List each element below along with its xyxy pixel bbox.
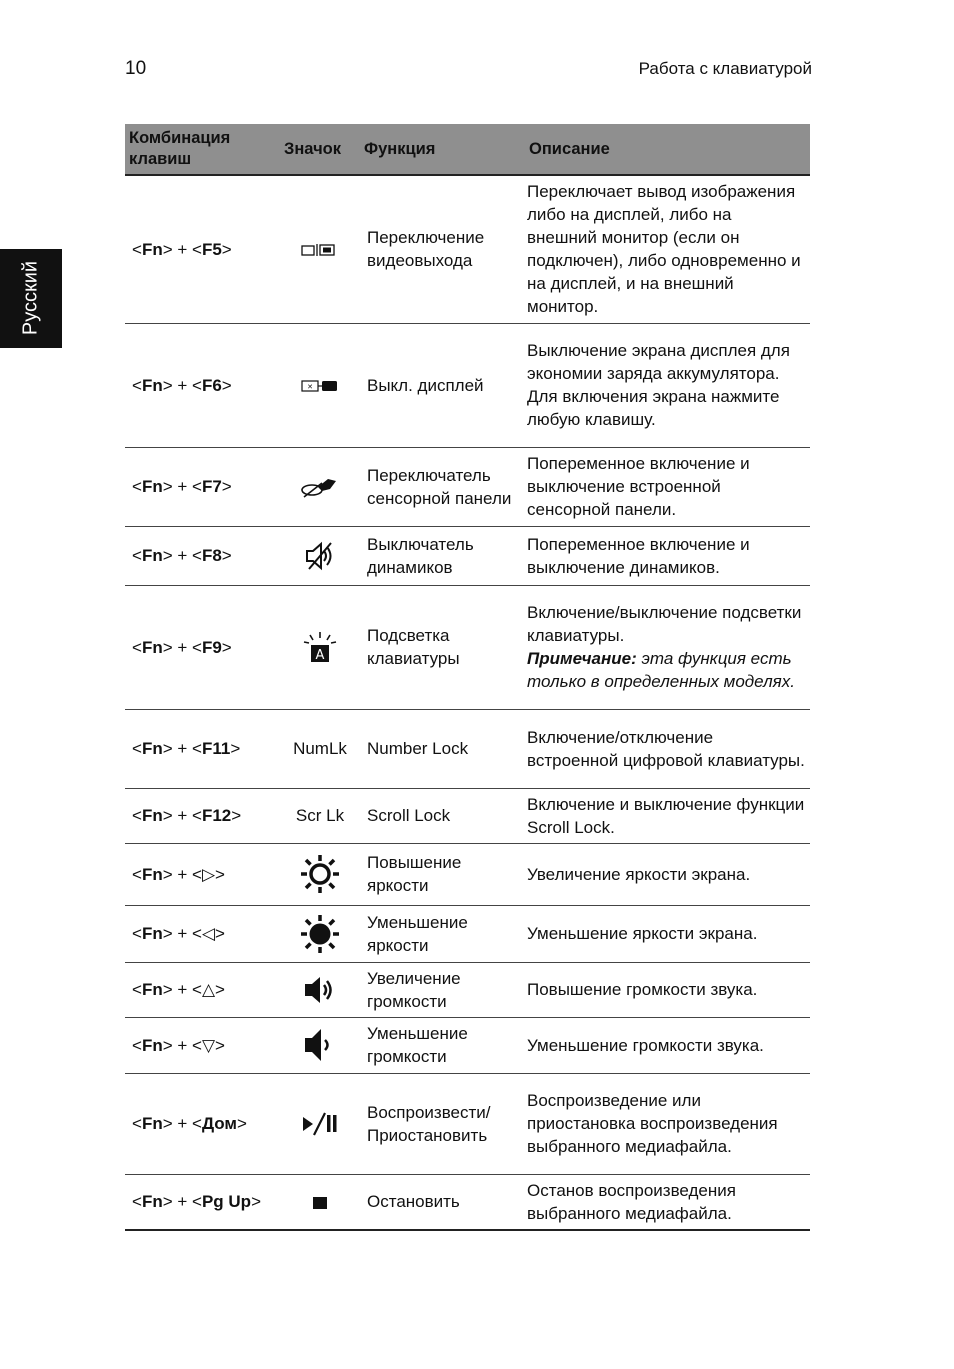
speaker-mute-icon <box>304 541 336 571</box>
key-combo-cell: <Fn> + <F6> <box>125 323 280 447</box>
table-row <box>125 447 810 526</box>
note-text: эта функция есть только в определенных моделях. <box>527 649 795 691</box>
combo-key: ▽ <box>201 1035 216 1055</box>
combo-key: △ <box>201 980 216 999</box>
description-text: Выключение экрана дисплея для экономии заряда аккумулятора. Для включения экрана нажмите любую клавишу. <box>527 341 790 429</box>
key-combo-cell: <Fn> + <F9> <box>125 585 280 709</box>
fn-key: Fn <box>141 739 163 758</box>
description-cell <box>525 526 810 585</box>
combo-key: F8 <box>201 546 222 565</box>
key-combo-cell: <Fn> + <▷> <box>125 843 280 905</box>
svg-text:A: A <box>315 648 325 663</box>
svg-text:✕: ✕ <box>307 383 313 392</box>
table-row <box>125 175 810 323</box>
combo-key: F12 <box>201 806 232 825</box>
fn-key: Fn <box>141 375 163 395</box>
icon-cell <box>280 447 360 526</box>
table-row <box>125 1174 810 1230</box>
display-off-icon <box>301 379 339 393</box>
touchpad-toggle-icon <box>300 475 340 499</box>
description-cell <box>525 175 810 323</box>
description-cell <box>525 962 810 1017</box>
description-cell <box>525 323 810 447</box>
function-cell <box>360 585 525 709</box>
description-cell <box>525 447 810 526</box>
brightness-down-icon <box>300 914 340 954</box>
volume-down-icon <box>303 1027 337 1063</box>
language-tab <box>0 249 62 348</box>
display-toggle-icon <box>301 243 339 257</box>
key-combo-cell: <Fn> + <F7> <box>125 447 280 526</box>
stop-icon <box>312 1196 328 1210</box>
table-row <box>125 1073 810 1174</box>
brightness-up-icon <box>300 854 340 894</box>
function-cell <box>360 905 525 962</box>
description-text: Попеременное включение и выключение динамиков. <box>527 534 750 577</box>
function-text: Остановить <box>367 1192 460 1212</box>
combo-key: ◁ <box>201 924 216 943</box>
function-text: Подсветка клавиатуры <box>367 626 460 668</box>
description-cell <box>525 1073 810 1174</box>
key-combo-cell: <Fn> + <F5> <box>125 175 280 323</box>
description-text: Попеременное включение и выключение встроенной сенсорной панели. <box>527 454 750 519</box>
icon-cell <box>280 709 360 788</box>
icon-cell <box>280 526 360 585</box>
description-text: Повышение громкости звука. <box>527 980 758 999</box>
fn-key: Fn <box>141 637 163 657</box>
icon-cell <box>280 1073 360 1174</box>
function-text: Повышение яркости <box>367 853 462 895</box>
description-cell <box>525 905 810 962</box>
icon-cell <box>280 175 360 323</box>
function-cell <box>360 1174 525 1230</box>
function-cell <box>360 962 525 1017</box>
fn-key: Fn <box>141 546 163 565</box>
combo-key: F7 <box>201 477 222 496</box>
description-text: Переключает вывод изображения либо на дисплей, либо на внешний монитор (если он подключен), либо одновременно и на дисплей, и на внешний монитор. <box>527 182 801 317</box>
table-header-row <box>125 124 810 175</box>
icon-cell <box>280 788 360 843</box>
key-combo-cell: <Fn> + <F8> <box>125 526 280 585</box>
key-combo-cell: <Fn> + <△> <box>125 962 280 1017</box>
function-text: Переключение видеовыхода <box>367 228 485 271</box>
function-text: Уменьшение громкости <box>367 1024 468 1066</box>
combo-key: F5 <box>201 239 222 259</box>
icon-cell <box>280 585 360 709</box>
fn-key: Fn <box>141 864 163 884</box>
key-combo-cell: <Fn> + <Pg Up> <box>125 1174 280 1230</box>
icon-cell <box>280 323 360 447</box>
combo-key: F6 <box>201 375 222 395</box>
header-icon: Значок <box>280 124 360 175</box>
function-text: Выкл. дисплей <box>367 375 484 395</box>
key-combo-cell: <Fn> + <▽> <box>125 1017 280 1073</box>
function-text: Увеличение громкости <box>367 968 461 1011</box>
key-combo-cell: <Fn> + <Дом> <box>125 1073 280 1174</box>
function-cell <box>360 175 525 323</box>
icon-cell <box>280 1174 360 1230</box>
description-text: Уменьшение громкости звука. <box>527 1035 764 1055</box>
icon-cell <box>280 962 360 1017</box>
description-cell <box>525 1017 810 1073</box>
function-text: Уменьшение яркости <box>367 912 468 955</box>
fn-key: Fn <box>141 1114 163 1133</box>
fn-key: Fn <box>141 924 163 943</box>
fn-key: Fn <box>141 1192 163 1212</box>
table-row <box>125 962 810 1017</box>
function-cell <box>360 788 525 843</box>
description-text: Включение и выключение функции Scroll Lock. <box>527 794 805 837</box>
note-label: Примечание: <box>527 649 637 668</box>
play-pause-icon <box>300 1111 340 1137</box>
header-function: Функция <box>360 124 525 175</box>
description-cell <box>525 1174 810 1230</box>
keyboard-backlight-icon <box>301 631 339 663</box>
table-row <box>125 526 810 585</box>
icon-cell <box>280 843 360 905</box>
description-text: Останов воспроизведения выбранного медиафайла. <box>527 1180 736 1223</box>
fn-key: Fn <box>141 239 163 259</box>
function-text: Выключатель динамиков <box>367 534 474 577</box>
table-row <box>125 585 810 709</box>
icon-cell <box>280 1017 360 1073</box>
description-text: Включение/выключение подсветки клавиатуры. <box>527 603 802 645</box>
table-row <box>125 323 810 447</box>
volume-up-icon <box>303 975 337 1005</box>
description-text: Воспроизведение или приостановка воспроизведения выбранного медиафайла. <box>527 1091 778 1156</box>
running-header: Работа с клавиатурой <box>638 59 812 78</box>
table-row <box>125 905 810 962</box>
key-combo-cell: <Fn> + <◁> <box>125 905 280 962</box>
table-row <box>125 1017 810 1073</box>
description-text: Увеличение яркости экрана. <box>527 864 751 884</box>
fn-key: Fn <box>141 1035 163 1055</box>
key-label-text: Scr Lk <box>295 806 345 825</box>
combo-key: ▷ <box>201 864 216 884</box>
language-tab-label: Русский <box>19 260 42 336</box>
function-text: Переключатель сенсорной панели <box>367 465 512 508</box>
function-text: Воспроизвести/ Приостановить <box>367 1102 491 1145</box>
key-combo-cell: <Fn> + <F11> <box>125 709 280 788</box>
icon-cell <box>280 905 360 962</box>
key-combo-cell: <Fn> + <F12> <box>125 788 280 843</box>
description-cell <box>525 585 810 709</box>
combo-key: F9 <box>201 637 222 657</box>
header-key-combo: Комбинация клавиш <box>125 124 280 175</box>
fn-key: Fn <box>141 806 163 825</box>
function-text: Number Lock <box>367 739 469 758</box>
shortcut-table <box>125 124 810 1231</box>
function-cell <box>360 447 525 526</box>
function-cell <box>360 526 525 585</box>
function-text: Scroll Lock <box>367 806 451 825</box>
table-row <box>125 843 810 905</box>
function-cell <box>360 1073 525 1174</box>
function-cell <box>360 323 525 447</box>
combo-key: Pg Up <box>201 1192 252 1212</box>
table-row <box>125 709 810 788</box>
page-number: 10 <box>125 58 147 79</box>
description-cell <box>525 843 810 905</box>
function-cell <box>360 709 525 788</box>
function-cell <box>360 1017 525 1073</box>
description-cell <box>525 709 810 788</box>
combo-key: F11 <box>201 739 231 758</box>
description-text: Включение/отключение встроенной цифровой клавиатуры. <box>527 727 805 770</box>
fn-key: Fn <box>141 477 163 496</box>
description-text: Уменьшение яркости экрана. <box>527 924 758 943</box>
header-description: Описание <box>525 124 810 175</box>
fn-key: Fn <box>141 980 163 999</box>
description-cell <box>525 788 810 843</box>
table-row <box>125 788 810 843</box>
function-cell <box>360 843 525 905</box>
key-label-text: NumLk <box>293 739 347 758</box>
combo-key: Дом <box>201 1114 238 1133</box>
